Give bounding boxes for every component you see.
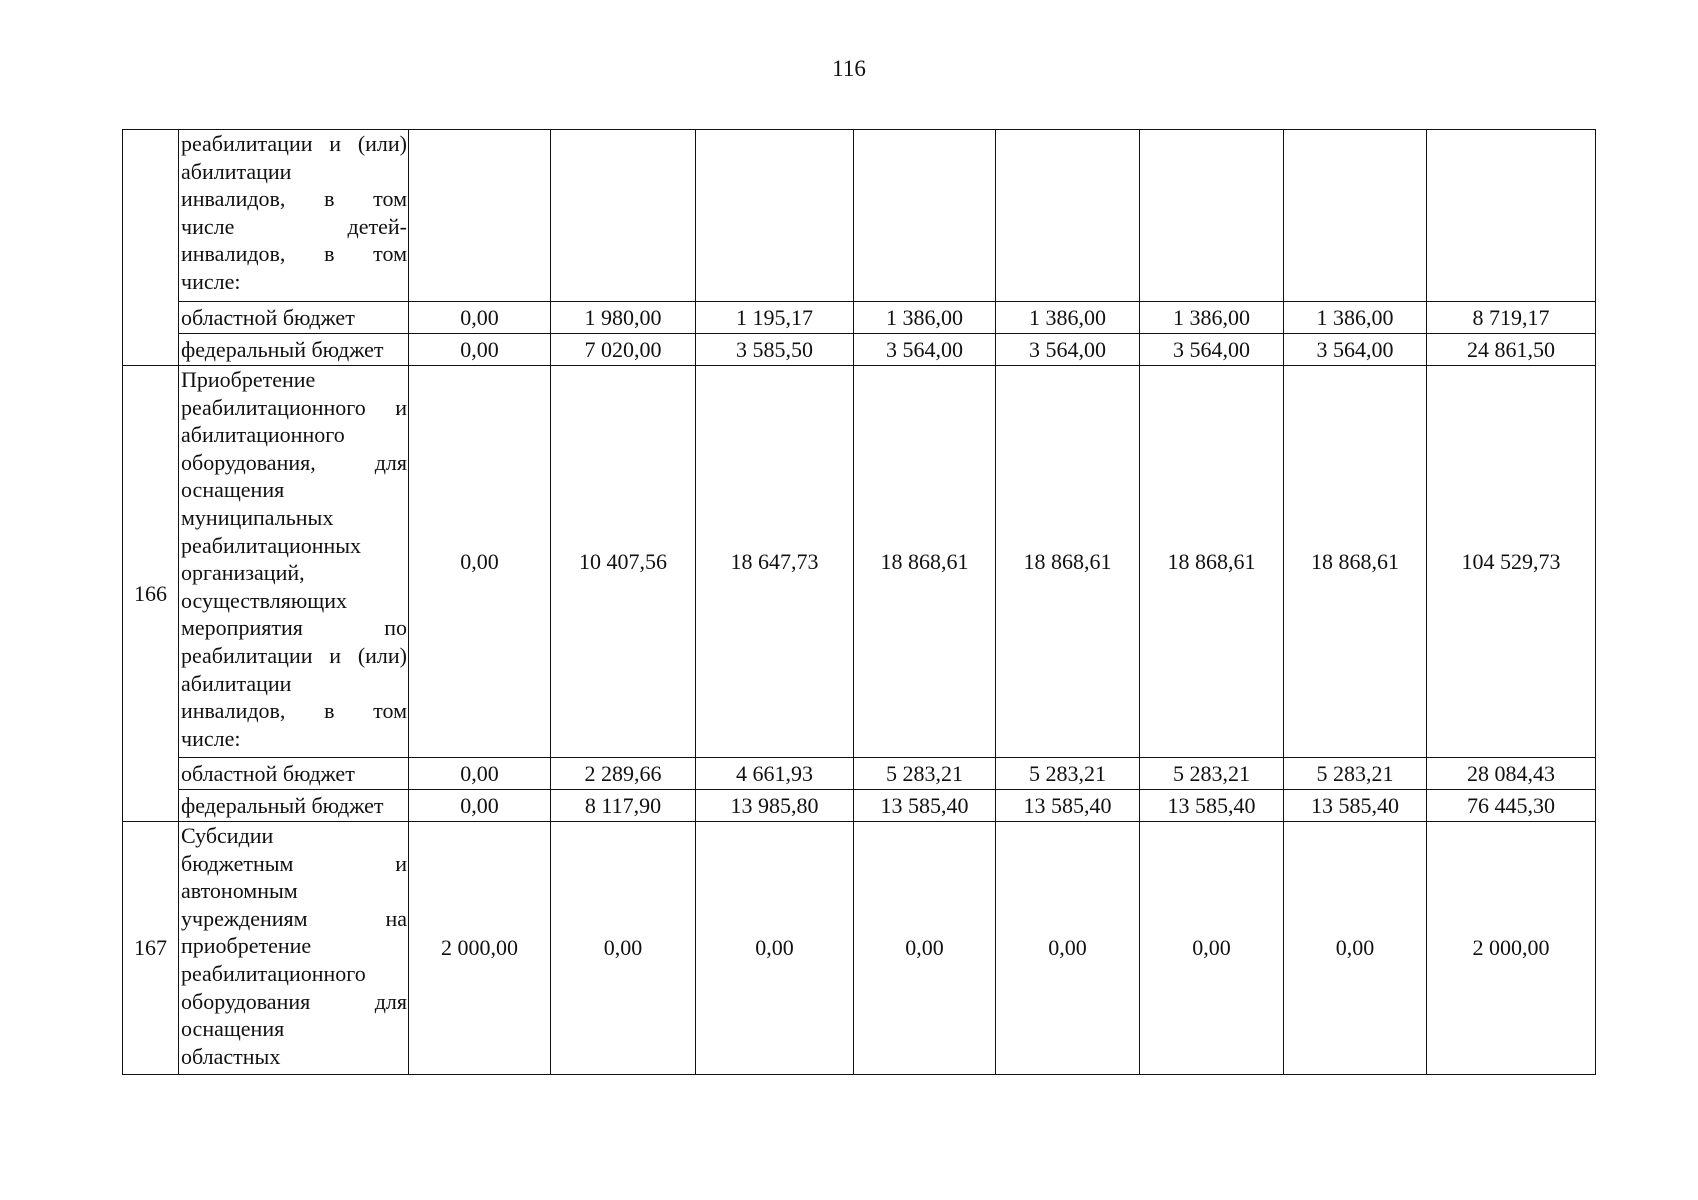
value-cell: 0,00 [1284, 822, 1427, 1075]
value-cell: 0,00 [854, 822, 996, 1075]
value-cell: 13 585,40 [1284, 790, 1427, 822]
value-cell: 3 564,00 [854, 334, 996, 366]
value-cell: 13 585,40 [854, 790, 996, 822]
row-number: 167 [123, 822, 179, 1075]
value-cell [551, 130, 696, 302]
value-cell: 18 647,73 [696, 366, 854, 758]
value-cell: 1 386,00 [996, 302, 1140, 334]
value-cell: 2 000,00 [1427, 822, 1596, 1075]
description-line: реабилитации и (или) [181, 642, 407, 668]
value-cell: 2 000,00 [409, 822, 551, 1075]
value-cell: 0,00 [409, 790, 551, 822]
value-cell: 8 719,17 [1427, 302, 1596, 334]
value-cell: 8 117,90 [551, 790, 696, 822]
description-line: приобретение [181, 933, 312, 959]
value-cell: 104 529,73 [1427, 366, 1596, 758]
value-cell: 10 407,56 [551, 366, 696, 758]
value-cell: 3 564,00 [1140, 334, 1284, 366]
value-cell: 5 283,21 [854, 758, 996, 790]
value-cell: 13 985,80 [696, 790, 854, 822]
budget-sub-row [123, 758, 1596, 790]
value-cell [409, 130, 551, 302]
value-cell: 0,00 [409, 302, 551, 334]
table-row [123, 130, 1596, 302]
table-body [123, 130, 1596, 1075]
description-line: реабилитационного [181, 960, 366, 986]
value-cell: 1 386,00 [1140, 302, 1284, 334]
value-cell [854, 130, 996, 302]
value-cell: 3 564,00 [1284, 334, 1427, 366]
value-cell: 5 283,21 [996, 758, 1140, 790]
description-line: абилитационного [181, 422, 345, 448]
description-line: инвалидов, в том [181, 186, 407, 212]
value-cell: 1 195,17 [696, 302, 854, 334]
description-line: оборудования для [181, 988, 407, 1014]
budget-source-label: областной бюджет [179, 758, 409, 790]
budget-sub-row [123, 334, 1596, 366]
value-cell: 3 585,50 [696, 334, 854, 366]
table-row [123, 366, 1596, 758]
row-description [179, 366, 409, 758]
description-line: реабилитационных [181, 532, 362, 558]
description-line: оснащения [181, 1016, 285, 1042]
description-line: организаций, [181, 560, 305, 586]
table-row [123, 822, 1596, 1075]
description-line: реабилитации и (или) [181, 131, 407, 156]
value-cell: 0,00 [996, 822, 1140, 1075]
value-cell: 13 585,40 [996, 790, 1140, 822]
page-number: 116 [832, 56, 866, 81]
value-cell: 0,00 [551, 822, 696, 1075]
value-cell: 0,00 [409, 366, 551, 758]
value-cell: 18 868,61 [1284, 366, 1427, 758]
row-number [123, 130, 179, 366]
value-cell: 18 868,61 [1140, 366, 1284, 758]
value-cell [996, 130, 1140, 302]
value-cell: 13 585,40 [1140, 790, 1284, 822]
budget-table [122, 129, 1596, 1075]
description-line: оснащения [181, 477, 285, 503]
description-line: числе детей- [181, 213, 407, 239]
value-cell: 18 868,61 [996, 366, 1140, 758]
description-line: областных [181, 1043, 281, 1069]
budget-sub-row [123, 302, 1596, 334]
description-line: числе: [181, 725, 241, 751]
budget-source-label: областной бюджет [179, 302, 409, 334]
value-cell: 24 861,50 [1427, 334, 1596, 366]
budget-source-label: федеральный бюджет [179, 334, 409, 366]
value-cell: 76 445,30 [1427, 790, 1596, 822]
value-cell: 0,00 [409, 758, 551, 790]
description-line: абилитации [181, 158, 292, 184]
description-line: Субсидии [181, 823, 274, 848]
description-line: реабилитационного и [181, 394, 407, 420]
value-cell: 2 289,66 [551, 758, 696, 790]
value-cell: 0,00 [409, 334, 551, 366]
value-cell: 0,00 [696, 822, 854, 1075]
value-cell: 18 868,61 [854, 366, 996, 758]
description-line: Приобретение [181, 367, 316, 392]
description-line: абилитации [181, 670, 292, 696]
value-cell [1284, 130, 1427, 302]
budget-source-label: федеральный бюджет [179, 790, 409, 822]
row-number: 166 [123, 366, 179, 822]
row-description [179, 822, 409, 1075]
value-cell: 5 283,21 [1140, 758, 1284, 790]
value-cell: 4 661,93 [696, 758, 854, 790]
description-line: осуществляющих [181, 587, 347, 613]
description-line: бюджетным и [181, 850, 407, 876]
description-line: оборудования, для [181, 449, 407, 475]
value-cell [1427, 130, 1596, 302]
description-line: учреждениям на [181, 905, 407, 931]
description-line: инвалидов, в том [181, 241, 407, 267]
budget-sub-row [123, 790, 1596, 822]
value-cell: 5 283,21 [1284, 758, 1427, 790]
description-line: автономным [181, 878, 298, 904]
value-cell [696, 130, 854, 302]
row-description [179, 130, 409, 302]
description-line: числе: [181, 268, 241, 294]
value-cell: 3 564,00 [996, 334, 1140, 366]
value-cell: 28 084,43 [1427, 758, 1596, 790]
value-cell [1140, 130, 1284, 302]
value-cell: 7 020,00 [551, 334, 696, 366]
value-cell: 1 386,00 [1284, 302, 1427, 334]
value-cell: 1 980,00 [551, 302, 696, 334]
value-cell: 0,00 [1140, 822, 1284, 1075]
description-line: мероприятия по [181, 615, 407, 641]
description-line: инвалидов, в том [181, 698, 407, 724]
value-cell: 1 386,00 [854, 302, 996, 334]
description-line: муниципальных [181, 504, 334, 530]
